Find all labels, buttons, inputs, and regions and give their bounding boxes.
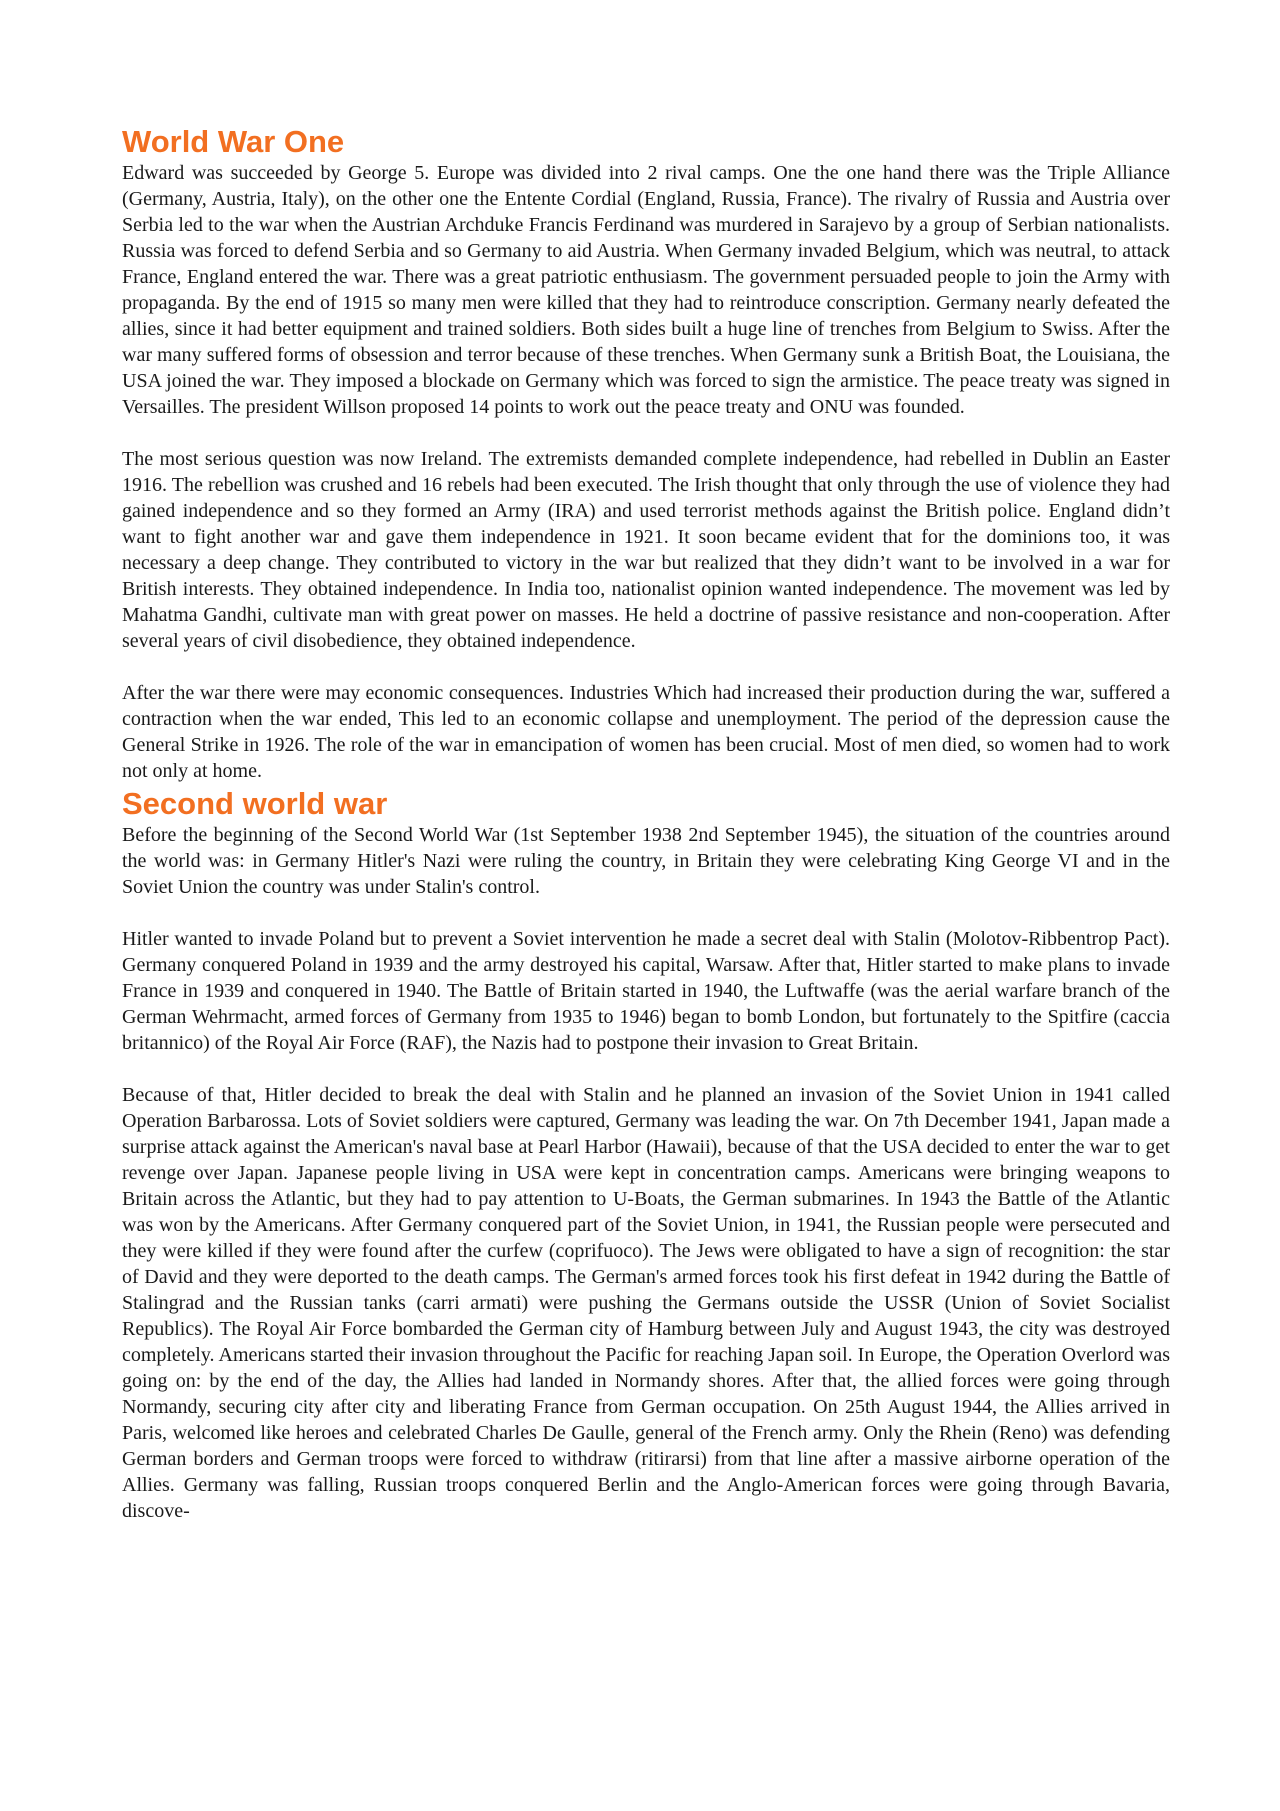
paragraph: Because of that, Hitler decided to break the deal with Stalin and he planned an invasion of the Soviet Union in 1941 called Operation Barbarossa. Lots of Soviet soldiers were captured, Germany was leading the war. On 7th December 1941, Japan made a surprise attack against the American's naval base at Pearl Harbor (Hawaii), because of that the USA decided to enter the war to get revenge over Japan. Japanese people living in USA were kept in concentration camps. Americans were bringing weapons to Britain across the Atlantic, but they had to pay attention to U-Boats, the German submarines. In 1943 the Battle of the Atlantic was won by the Americans. After Germany conquered part of the Soviet Union, in 1941, the Russian people were persecuted and they were killed if they were found after the curfew (coprifuoco). The Jews were obligated to have a sign of recognition: the star of David and they were deported to the death camps. The German's armed forces took his first defeat in 1942 during the Battle of Stalingrad and the Russian tanks (carri armati) were pushing the Germans outside the USSR (Union of Soviet Socialist Republics). The Royal Air Force bombarded the German city of Hamburg between July and August 1943, the city was destroyed completely. Americans started their invasion throughout the Pacific for reaching Japan soil. In Europe, the Operation Overlord was going on: by the end of the day, the Allies had landed in Normandy shores. After that, the allied forces were going through Normandy, securing city after city and liberating France from German occupation. On 25th August 1944, the Allies arrived in Paris, welcomed like heroes and celebrated Charles De Gaulle, general of the French army. Only the Rhein (Reno) was defending German borders and German troops were forced to withdraw (ritirarsi) from that line after a massive airborne operation of the Allies. Germany was falling, Russian troops conquered Berlin and the Anglo-American forces were going through Bavaria, discove-: [122, 1084, 1170, 1522]
section-world-war-one: [122, 124, 1170, 784]
paragraph: Hitler wanted to invade Poland but to prevent a Soviet intervention he made a secret deal with Stalin (Molotov-Ribbentrop Pact). Germany conquered Poland in 1939 and the army destroyed his capital, Warsaw. After that, Hitler started to make plans to invade France in 1939 and conquered in 1940. The Battle of Britain started in 1940, the Luftwaffe (was the aerial warfare branch of the German Wehrmacht, armed forces of Germany from 1935 to 1946) began to bomb London, but fortunately to the Spitfire (caccia britannico) of the Royal Air Force (RAF), the Nazis had to postpone their invasion to Great Britain.: [122, 928, 1170, 1054]
paragraph: After the war there were may economic consequences. Industries Which had increased their production during the war, suffered a contraction when the war ended, This led to an economic collapse and unemployment. The period of the depression cause the General Strike in 1926. The role of the war in emancipation of women has been crucial. Most of men died, so women had to work not only at home.: [122, 682, 1170, 782]
paragraph-gap: [122, 1056, 1170, 1082]
paragraph-gap: [122, 420, 1170, 446]
paragraph: Before the beginning of the Second World War (1st September 1938 2nd September 1945), the situation of the countries around the world was: in Germany Hitler's Nazi were ruling the country, in Britain they were celebrating King George VI and in the Soviet Union the country was under Stalin's control.: [122, 824, 1170, 898]
paragraph: The most serious question was now Ireland. The extremists demanded complete independence, had rebelled in Dublin an Easter 1916. The rebellion was crushed and 16 rebels had been executed. The Irish thought that only through the use of violence they had gained independence and so they formed an Army (IRA) and used terrorist methods against the British police. England didn’t want to fight another war and gave them independence in 1921. It soon became evident that for the dominions too, it was necessary a deep change. They contributed to victory in the war but realized that they didn’t want to be involved in a war for British interests. They obtained independence. In India too, nationalist opinion wanted independence. The movement was led by Mahatma Gandhi, cultivate man with great power on masses. He held a doctrine of passive resistance and non-cooperation. After several years of civil disobedience, they obtained independence.: [122, 448, 1170, 652]
paragraph: Edward was succeeded by George 5. Europe was divided into 2 rival camps. One the one hand there was the Triple Alliance (Germany, Austria, Italy), on the other one the Entente Cordial (England, Russia, France). The rivalry of Russia and Austria over Serbia led to the war when the Austrian Archduke Francis Ferdinand was murdered in Sarajevo by a group of Serbian nationalists. Russia was forced to defend Serbia and so Germany to aid Austria. When Germany invaded Belgium, which was neutral, to attack France, England entered the war. There was a great patriotic enthusiasm. The government persuaded people to join the Army with propaganda. By the end of 1915 so many men were killed that they had to reintroduce conscription. Germany nearly defeated the allies, since it had better equipment and trained soldiers. Both sides built a huge line of trenches from Belgium to Swiss. After the war many suffered forms of obsession and terror because of these trenches. When Germany sunk a British Boat, the Louisiana, the USA joined the war. They imposed a blockade on Germany which was forced to sign the armistice. The peace treaty was signed in Versailles. The president Willson proposed 14 points to work out the peace treaty and ONU was founded.: [122, 162, 1170, 418]
section-heading: World War One: [122, 124, 345, 159]
paragraph-gap: [122, 900, 1170, 926]
document-page: [122, 124, 1170, 1524]
section-heading: Second world war: [122, 786, 388, 821]
section-second-world-war: [122, 786, 1170, 1524]
paragraph-gap: [122, 654, 1170, 680]
